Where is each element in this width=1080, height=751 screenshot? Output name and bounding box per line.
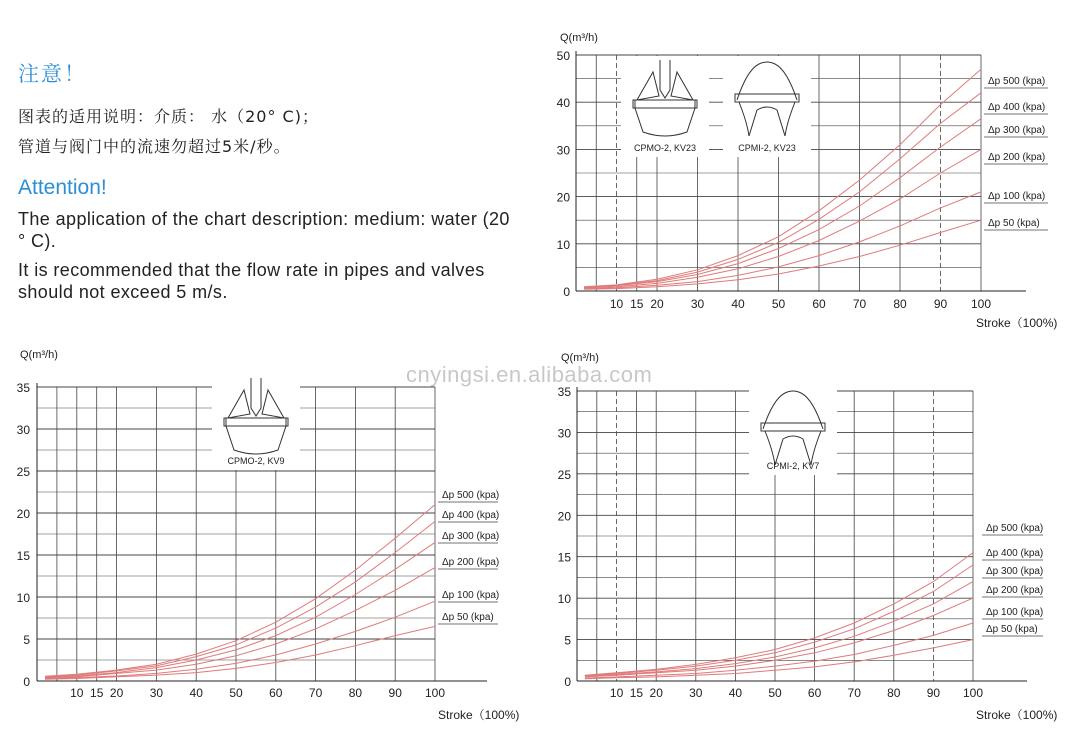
x-tick-label: 100: [970, 297, 992, 311]
x-tick-label: 100: [962, 686, 984, 700]
x-tick-label: 60: [812, 297, 826, 311]
y-tick-label: 50: [556, 49, 570, 63]
y-tick-label: 5: [564, 633, 571, 648]
x-axis-label: Stroke（100%): [976, 316, 1058, 330]
x-tick-label: 50: [229, 686, 243, 700]
y-tick-label: 20: [16, 507, 30, 521]
attention-title-zh: 注意！: [18, 62, 87, 86]
x-tick-label: 20: [109, 686, 124, 700]
series-label: Δp 100 (kpa): [442, 590, 500, 601]
series-label: Δp 300 (kpa): [988, 125, 1046, 136]
x-tick-label: 90: [933, 297, 948, 311]
y-axis-label: Q(m³/h): [561, 352, 599, 364]
series-label: Δp 500 (kpa): [442, 490, 500, 501]
y-tick-label: 30: [556, 143, 570, 158]
y-tick-label: 5: [23, 633, 30, 647]
y-tick-label: 0: [23, 675, 30, 689]
x-axis-label: Stroke（100%): [438, 708, 520, 722]
y-tick-label: 25: [557, 467, 571, 482]
x-tick-label: 15: [90, 686, 104, 700]
series-label: Δp 200 (kpa): [442, 557, 500, 568]
valve-label: CPMI-2, KV23: [738, 143, 796, 153]
note-line-en-2: It is recommended that the flow rate in pipes and valves should not exceed 5 m/s.: [18, 260, 485, 302]
attention-title-en: Attention!: [18, 176, 107, 199]
series-label: Δp 500 (kpa): [988, 76, 1046, 87]
x-tick-label: 30: [689, 686, 703, 700]
x-tick-label: 100: [424, 686, 446, 700]
y-tick-label: 10: [557, 592, 571, 607]
series-label: Δp 400 (kpa): [988, 102, 1046, 113]
x-tick-label: 20: [649, 686, 663, 700]
series-label: Δp 300 (kpa): [986, 566, 1044, 577]
watermark: cnyingsi.en.alibaba.com: [406, 362, 653, 387]
x-tick-label: 60: [269, 686, 283, 700]
x-tick-label: 40: [728, 686, 743, 700]
x-tick-label: 30: [690, 297, 705, 311]
y-tick-label: 35: [557, 385, 571, 399]
x-axis-label: Stroke（100%): [976, 708, 1058, 722]
y-tick-label: 0: [564, 675, 571, 689]
note-line-en-1: The application of the chart description: medium: water (20 ° C).: [18, 209, 510, 251]
valve-label: CPMO-2, KV9: [227, 456, 285, 466]
x-tick-label: 10: [70, 686, 84, 700]
y-axis-label: Q(m³/h): [20, 349, 58, 361]
y-tick-label: 20: [556, 190, 570, 205]
x-tick-label: 50: [768, 686, 782, 700]
y-tick-label: 15: [16, 549, 30, 563]
series-label: Δp 50 (kpa): [988, 218, 1040, 229]
series-label: Δp 200 (kpa): [988, 152, 1046, 163]
note-line-zh-2: 管道与阀门中的流速勿超过5米/秒。: [18, 137, 291, 156]
y-tick-label: 10: [16, 591, 30, 605]
x-tick-label: 80: [348, 686, 363, 700]
series-label: Δp 400 (kpa): [442, 510, 500, 521]
x-tick-label: 90: [388, 686, 402, 700]
series-label: Δp 100 (kpa): [986, 607, 1044, 618]
x-tick-label: 15: [629, 686, 644, 700]
series-label: Δp 300 (kpa): [442, 531, 500, 542]
x-tick-label: 50: [771, 297, 786, 311]
x-tick-label: 20: [650, 297, 664, 311]
series-line: [585, 582, 973, 677]
x-tick-label: 90: [926, 686, 941, 700]
series-label: Δp 100 (kpa): [988, 191, 1046, 202]
y-tick-label: 25: [16, 465, 30, 479]
series-line: [585, 598, 973, 677]
y-tick-label: 30: [16, 423, 30, 437]
y-tick-label: 0: [563, 285, 570, 299]
y-tick-label: 20: [557, 509, 571, 524]
x-tick-label: 40: [189, 686, 203, 700]
y-tick-label: 40: [556, 96, 570, 111]
y-axis-label: Q(m³/h): [560, 32, 598, 44]
series-label: Δp 50 (kpa): [442, 612, 494, 623]
x-tick-label: 30: [149, 686, 164, 700]
x-tick-label: 10: [609, 686, 624, 700]
y-tick-label: 15: [557, 550, 571, 565]
x-tick-label: 10: [609, 297, 624, 311]
x-tick-label: 60: [807, 686, 822, 700]
series-label: Δp 50 (kpa): [986, 624, 1038, 635]
series-label: Δp 200 (kpa): [986, 585, 1044, 596]
x-tick-label: 40: [731, 297, 745, 311]
y-tick-label: 10: [556, 237, 570, 252]
x-tick-label: 80: [893, 297, 907, 311]
series-label: Δp 500 (kpa): [986, 523, 1044, 534]
x-tick-label: 70: [308, 686, 323, 700]
x-tick-label: 70: [852, 297, 867, 311]
y-tick-label: 35: [16, 381, 30, 395]
series-label: Δp 400 (kpa): [986, 548, 1044, 559]
y-tick-label: 30: [557, 426, 571, 441]
x-tick-label: 80: [887, 686, 901, 700]
series-line: [585, 553, 973, 676]
valve-label: CPMO-2, KV23: [633, 143, 697, 153]
x-tick-label: 70: [847, 686, 861, 700]
note-line-zh-1: 图表的适用说明：介质： 水（20° C)；: [18, 107, 319, 126]
x-tick-label: 15: [630, 297, 644, 311]
valve-label: CPMI-2, KV7: [766, 461, 820, 471]
